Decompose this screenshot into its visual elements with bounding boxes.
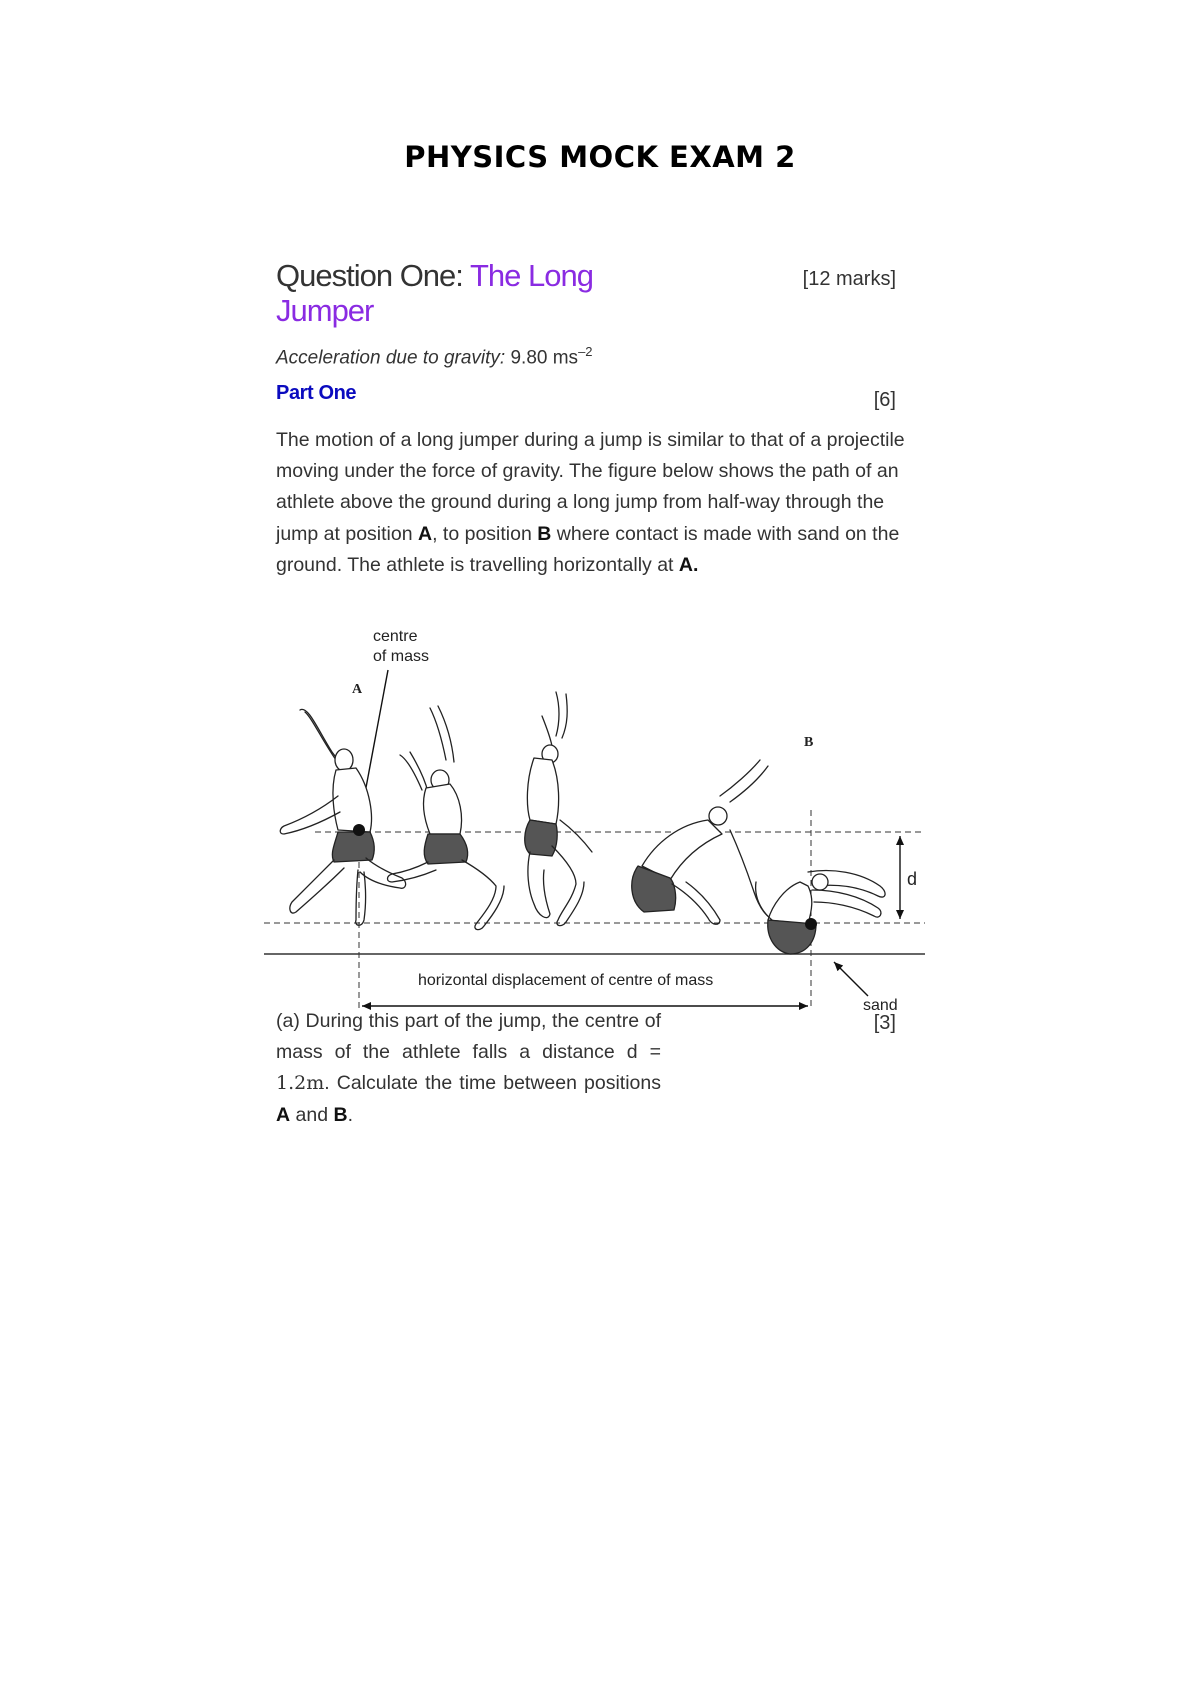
athlete-figure-1 (280, 709, 405, 925)
part-one-marks: [6] (873, 389, 896, 411)
gravity-value: 9.80 ms (510, 347, 579, 369)
sub-question-text: (a) During this part of the jump, the centre of mass of the athlete falls a distance d = (276, 1010, 661, 1064)
position-a-label: A (352, 682, 363, 697)
sub-question-position-a: A (276, 1103, 291, 1126)
athlete-figure-4 (632, 760, 776, 924)
sand-pointer (834, 962, 868, 996)
gravity-label: Acceleration due to gravity: (276, 347, 506, 369)
gravity-exponent: –2 (578, 344, 593, 359)
long-jump-figure (260, 620, 940, 1020)
question-title: The Long Jumper (276, 258, 593, 328)
sub-question-text: . Calculate the time between positions (324, 1072, 661, 1095)
distance-d-label: d (907, 869, 918, 889)
intro-position-a-end: A. (678, 553, 699, 576)
position-b-label: B (804, 735, 814, 750)
sand-label: sand (863, 997, 898, 1014)
distance-value: 1.2m (276, 1072, 325, 1095)
question-heading (276, 258, 656, 328)
intro-text: where contact is made with sand on the ground. The athlete is travelling horizontally at (276, 522, 900, 576)
intro-paragraph (276, 425, 908, 581)
athlete-figure-3 (525, 692, 592, 926)
intro-position-b: B (537, 522, 552, 545)
horizontal-displacement-label: horizontal displacement of centre of mass (418, 972, 714, 989)
intro-text: , to position (432, 522, 538, 545)
part-one-heading: Part One (276, 382, 357, 404)
centre-of-mass-label-2: of mass (373, 648, 430, 665)
sub-question-a (276, 1006, 661, 1131)
sub-question-position-b: B (333, 1103, 348, 1126)
intro-position-a: A (418, 522, 433, 545)
question-marks: [12 marks] (802, 268, 896, 290)
gravity-note (276, 344, 593, 369)
sub-question-text: . (347, 1103, 353, 1126)
page-title: PHYSICS MOCK EXAM 2 (404, 140, 796, 174)
intro-text: The motion of a long jumper during a jump is similar to that of a projectile moving under the force of gravity. The figure below shows the path of an athlete above the ground during a long jump from half-way through the jump at position (276, 429, 905, 545)
part-a-marks: [3] (873, 1012, 896, 1034)
centre-of-mass-label: centre (373, 628, 418, 645)
athlete-figure-5 (756, 871, 885, 954)
question-prefix: Question One: (276, 258, 463, 293)
athlete-figure-2 (388, 706, 505, 930)
sub-question-text: and (290, 1103, 334, 1126)
